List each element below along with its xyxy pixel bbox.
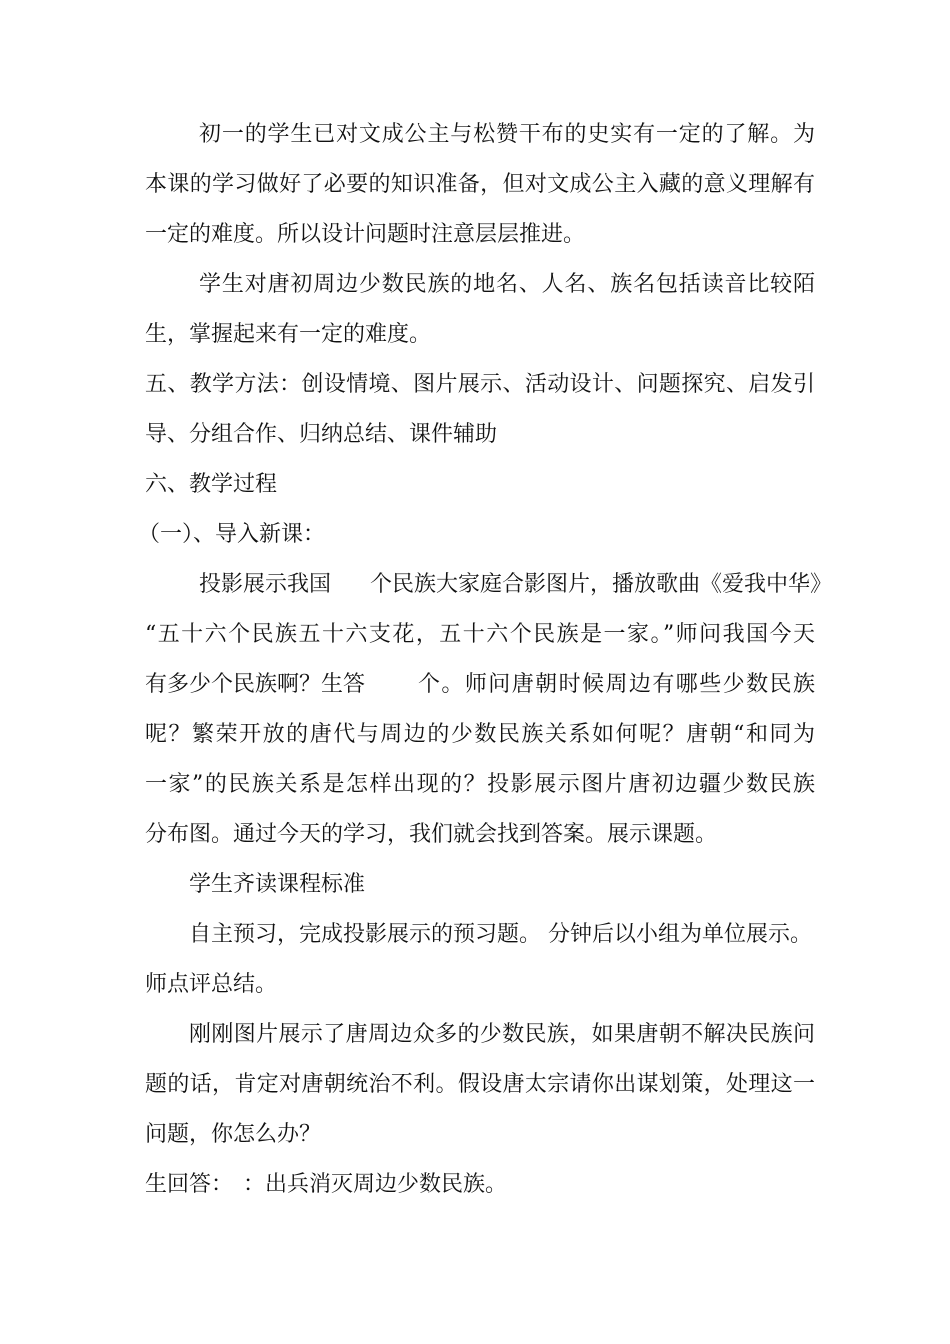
- paragraph-line: 学生对唐初周边少数民族的地名、人名、族名包括读音比较陌: [199, 272, 815, 297]
- section-heading-teaching-methods: 五、教学方法：创设情境、图片展示、活动设计、问题探究、启发引: [145, 372, 815, 397]
- answer-text: ：出兵消灭周边少数民族。: [243, 1172, 508, 1197]
- paragraph-line: 刚刚图片展示了唐周边众多的少数民族，如果唐朝不解决民族问: [189, 1022, 815, 1047]
- paragraph-line: 师点评总结。: [145, 972, 278, 997]
- paragraph-line: 导、分组合作、归纳总结、课件辅助: [145, 422, 498, 447]
- paragraph-line: 个民族大家庭合影图片，播放歌曲《爱我中华》: [370, 572, 833, 597]
- answer-label: 生回答：: [145, 1172, 234, 1197]
- paragraph-line: 呢？繁荣开放的唐代与周边的少数民族关系如何呢？唐朝“和同为: [145, 722, 815, 747]
- paragraph-line: 自主预习，完成投影展示的预习题。: [189, 922, 542, 947]
- paragraph-line: 初一的学生已对文成公主与松赞干布的史实有一定的了解。为: [199, 122, 815, 147]
- subsection-heading-intro: （一）、导入新课：: [138, 522, 326, 547]
- paragraph-line: 有多少个民族啊？生答: [145, 672, 366, 697]
- paragraph-line: 问题，你怎么办？: [145, 1122, 322, 1147]
- paragraph-line: 一定的难度。所以设计问题时注意层层推进。: [145, 222, 586, 247]
- paragraph-line: 一家”的民族关系是怎样出现的？投影展示图片唐初边疆少数民族: [145, 772, 815, 797]
- paragraph-line: 题的话，肯定对唐朝统治不利。假设唐太宗请你出谋划策，处理这一: [145, 1072, 815, 1097]
- paragraph-line: 投影展示我国: [199, 572, 332, 597]
- paragraph-line: 个。师问唐朝时候周边有哪些少数民族: [418, 672, 815, 697]
- paragraph-line: “五十六个民族五十六支花，五十六个民族是一家。”师问我国今天: [145, 622, 815, 647]
- section-heading-teaching-process: 六、教学过程: [145, 472, 278, 497]
- paragraph-line: 分钟后以小组为单位展示。: [548, 922, 813, 947]
- paragraph-line: 学生齐读课程标准: [189, 872, 366, 897]
- paragraph-line: 分布图。通过今天的学习，我们就会找到答案。展示课题。: [145, 822, 718, 847]
- paragraph-line: 本课的学习做好了必要的知识准备，但对文成公主入藏的意义理解有: [145, 172, 815, 197]
- paragraph-line: 生，掌握起来有一定的难度。: [145, 322, 432, 347]
